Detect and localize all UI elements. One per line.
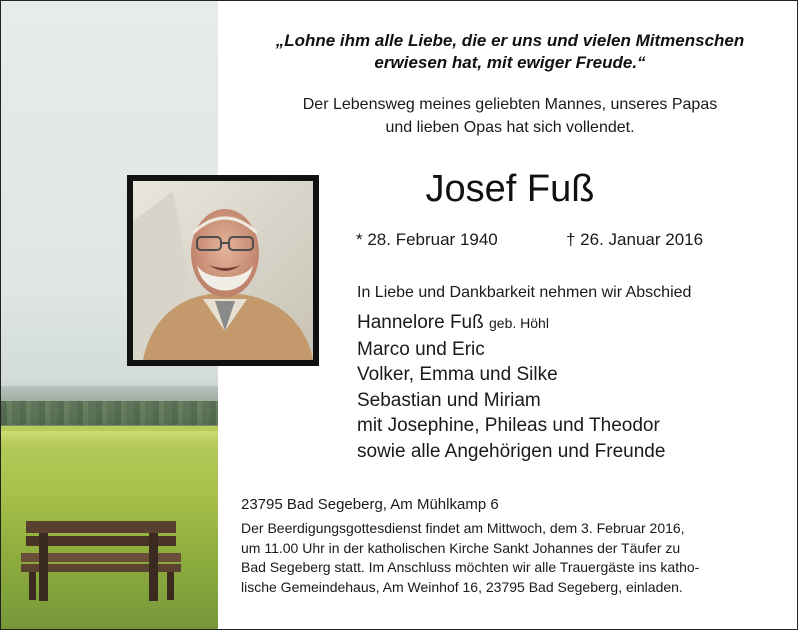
intro-text xyxy=(240,93,780,139)
mourner-line: Sebastian und Miriam xyxy=(357,389,541,411)
intro-line: und lieben Opas hat sich vollendet. xyxy=(385,119,635,136)
portrait-photo xyxy=(127,175,319,366)
service-line: lische Gemeindehaus, Am Weinhof 16, 23795 Bad Segeberg, einladen. xyxy=(241,578,683,595)
maiden-name-note: geb. Höhl xyxy=(489,315,549,331)
mourner-line: mit Josephine, Phileas und Theodor xyxy=(357,415,660,436)
meadow-stripe xyxy=(1,431,218,445)
mourner-line: Volker, Emma und Silke xyxy=(357,364,558,385)
memorial-quote xyxy=(240,30,780,74)
tree-line xyxy=(1,401,218,425)
funeral-service-info xyxy=(241,519,786,597)
intro-line: Der Lebensweg meines geliebten Mannes, unseres Papas xyxy=(302,96,718,113)
mourners-list xyxy=(357,310,777,464)
mourner-line: sowie alle Angehörigen und Freunde xyxy=(357,440,666,462)
service-line: Bad Segeberg statt. Im Anschluss möchten wir alle Trauergäste ins katho- xyxy=(241,559,700,575)
service-line: um 11.00 Uhr in der katholischen Kirche Sankt Johannes der Täufer zu xyxy=(241,539,681,556)
bench-image xyxy=(21,519,186,604)
quote-line: erwiesen hat, mit ewiger Freude.“ xyxy=(374,53,646,72)
deceased-name: Josef Fuß xyxy=(425,168,595,210)
service-line: Der Beerdigungsgottesdienst findet am Mittwoch, dem 3. Februar 2016, xyxy=(241,520,685,536)
mourner-line xyxy=(357,310,777,337)
farewell-text: In Liebe und Dankbarkeit nehmen wir Abschied xyxy=(357,284,692,301)
birth-date: * 28. Februar 1940 xyxy=(356,230,498,249)
life-dates xyxy=(356,228,736,252)
mourner-name: Hannelore Fuß xyxy=(357,312,484,333)
quote-line: „Lohne ihm alle Liebe, die er uns und vielen Mitmenschen xyxy=(275,31,745,50)
death-date: † 26. Januar 2016 xyxy=(566,230,704,249)
mourner-line: Marco und Eric xyxy=(357,338,485,360)
family-address: 23795 Bad Segeberg, Am Mühlkamp 6 xyxy=(241,496,499,513)
